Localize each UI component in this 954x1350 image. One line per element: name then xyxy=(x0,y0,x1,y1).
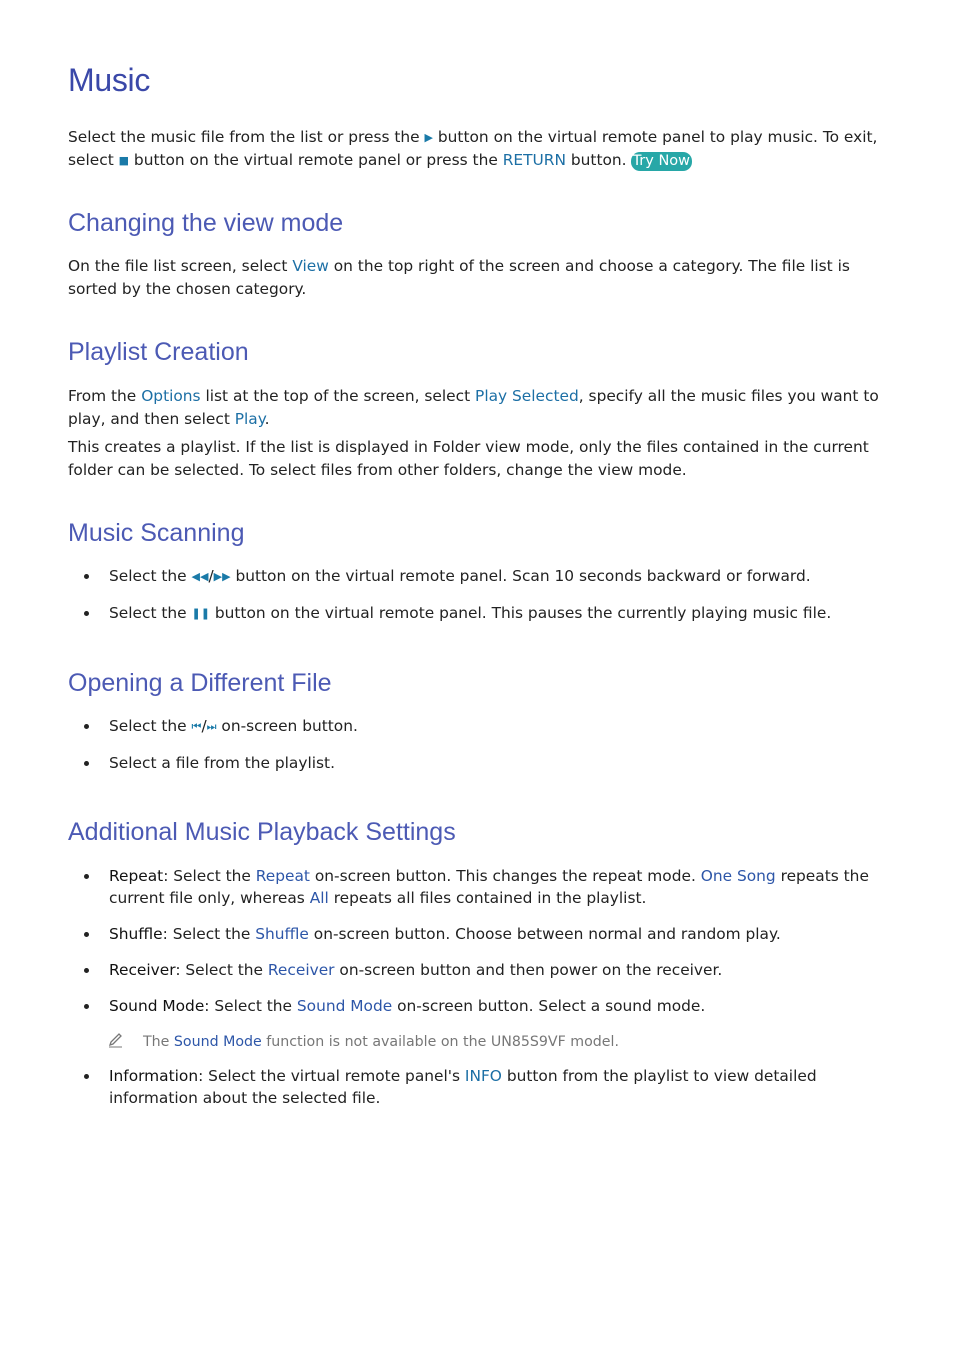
page-title: Music xyxy=(68,62,151,98)
label-repeat: Repeat xyxy=(109,867,164,885)
list-item-information xyxy=(68,1065,888,1109)
text: The xyxy=(143,1034,174,1050)
text: on the top right of the screen and choose a category. The file list is sorted by the chosen category. xyxy=(68,257,850,298)
text: on-screen button. Choose between normal and random play. xyxy=(308,925,781,943)
label-sound-mode: Sound Mode xyxy=(109,997,205,1015)
try-now-button[interactable]: Try Now xyxy=(632,153,691,169)
text: on-screen button. xyxy=(216,717,358,735)
text: button. xyxy=(566,151,627,169)
text: : Select the virtual remote panel's xyxy=(198,1067,465,1085)
text: on-screen button and then power on the receiver. xyxy=(334,961,723,979)
keyword-all: All xyxy=(309,889,329,907)
previous-icon: ⏮ xyxy=(191,720,202,733)
text: Select the xyxy=(109,717,192,735)
keyword-view: View xyxy=(292,257,329,275)
text: button on the virtual remote panel to play music. To exit, select xyxy=(68,128,878,169)
pencil-icon-svg xyxy=(108,1032,124,1048)
text: : Select the xyxy=(175,961,268,979)
keyword-sound-mode-note: Sound Mode xyxy=(173,1034,262,1050)
playlist-paragraph-1 xyxy=(68,385,883,431)
keyword-play-selected: Play Selected xyxy=(475,387,579,405)
text: : Select the xyxy=(162,925,256,943)
keyword-shuffle: Shuffle xyxy=(255,925,309,943)
keyword-info: INFO xyxy=(464,1067,502,1085)
note xyxy=(108,1031,868,1055)
list-item-sound-mode xyxy=(68,995,888,1017)
intro-paragraph xyxy=(68,126,883,172)
list-item-shuffle xyxy=(68,923,888,945)
keyword-sound-mode: Sound Mode xyxy=(296,997,393,1015)
rewind-icon: ◀◀ xyxy=(191,570,209,583)
playlist-paragraph-2: This creates a playlist. If the list is displayed in Folder view mode, only the files contained in the current folder can be selected. To select files from other folders, change the view mode. xyxy=(68,438,869,479)
text: . xyxy=(264,410,270,428)
keyword-receiver: Receiver xyxy=(267,961,335,979)
label-receiver: Receiver xyxy=(109,961,176,979)
text: On the file list screen, select xyxy=(68,257,293,275)
keyword-repeat: Repeat xyxy=(255,867,310,885)
pencil-icon xyxy=(108,1032,126,1055)
heading-music-scanning: Music Scanning xyxy=(68,519,245,547)
keyword-return: RETURN xyxy=(502,151,566,169)
fast-forward-icon: ▶▶ xyxy=(213,570,231,583)
settings-list-1 xyxy=(68,865,888,1017)
list-item xyxy=(68,715,888,738)
different-file-list xyxy=(68,715,888,774)
keyword-options: Options xyxy=(141,387,201,405)
list-item-repeat xyxy=(68,865,888,909)
text: Select the music file from the list or press the xyxy=(68,128,425,146)
heading-playlist-creation: Playlist Creation xyxy=(68,338,249,366)
label-shuffle: Shuffle xyxy=(109,925,163,943)
pause-icon: ❚❚ xyxy=(191,607,210,620)
text: on-screen button. Select a sound mode. xyxy=(392,997,706,1015)
text: repeats all files contained in the playlist. xyxy=(328,889,647,907)
text: list at the top of the screen, select xyxy=(200,387,476,405)
text: / xyxy=(201,717,207,735)
text: : Select the xyxy=(204,997,297,1015)
text: repeats the current file only, whereas xyxy=(109,867,869,907)
heading-opening-different-file: Opening a Different File xyxy=(68,669,332,697)
text: Select the xyxy=(109,604,192,622)
view-mode-paragraph xyxy=(68,255,883,301)
text: Select the xyxy=(109,567,192,585)
label-information: Information xyxy=(109,1067,199,1085)
list-item xyxy=(68,565,888,588)
text: : Select the xyxy=(163,867,256,885)
heading-view-mode: Changing the view mode xyxy=(68,209,344,237)
settings-list-2 xyxy=(68,1065,888,1109)
list-item: Select a file from the playlist. xyxy=(68,752,888,774)
keyword-one-song: One Song xyxy=(700,867,776,885)
play-icon: ▶ xyxy=(424,131,434,144)
text: / xyxy=(208,567,214,585)
list-item-receiver xyxy=(68,959,888,981)
heading-additional-settings: Additional Music Playback Settings xyxy=(68,818,456,846)
list-item xyxy=(68,602,888,625)
text: button on the virtual remote panel. Scan 10 seconds backward or forward. xyxy=(230,567,811,585)
text: button on the virtual remote panel or press the xyxy=(129,151,503,169)
text: on-screen button. This changes the repeat mode. xyxy=(309,867,701,885)
next-icon: ⏭ xyxy=(206,720,217,733)
text: button on the virtual remote panel. This pauses the currently playing music file. xyxy=(209,604,832,622)
scanning-list xyxy=(68,565,888,625)
text: button from the playlist to view detailed information about the selected file. xyxy=(109,1067,817,1107)
stop-icon: ■ xyxy=(118,154,130,167)
text: , specify all the music files you want to play, and then select xyxy=(68,387,879,428)
text: From the xyxy=(68,387,142,405)
text: function is not available on the UN85S9VF model. xyxy=(261,1034,619,1050)
keyword-play: Play xyxy=(234,410,265,428)
